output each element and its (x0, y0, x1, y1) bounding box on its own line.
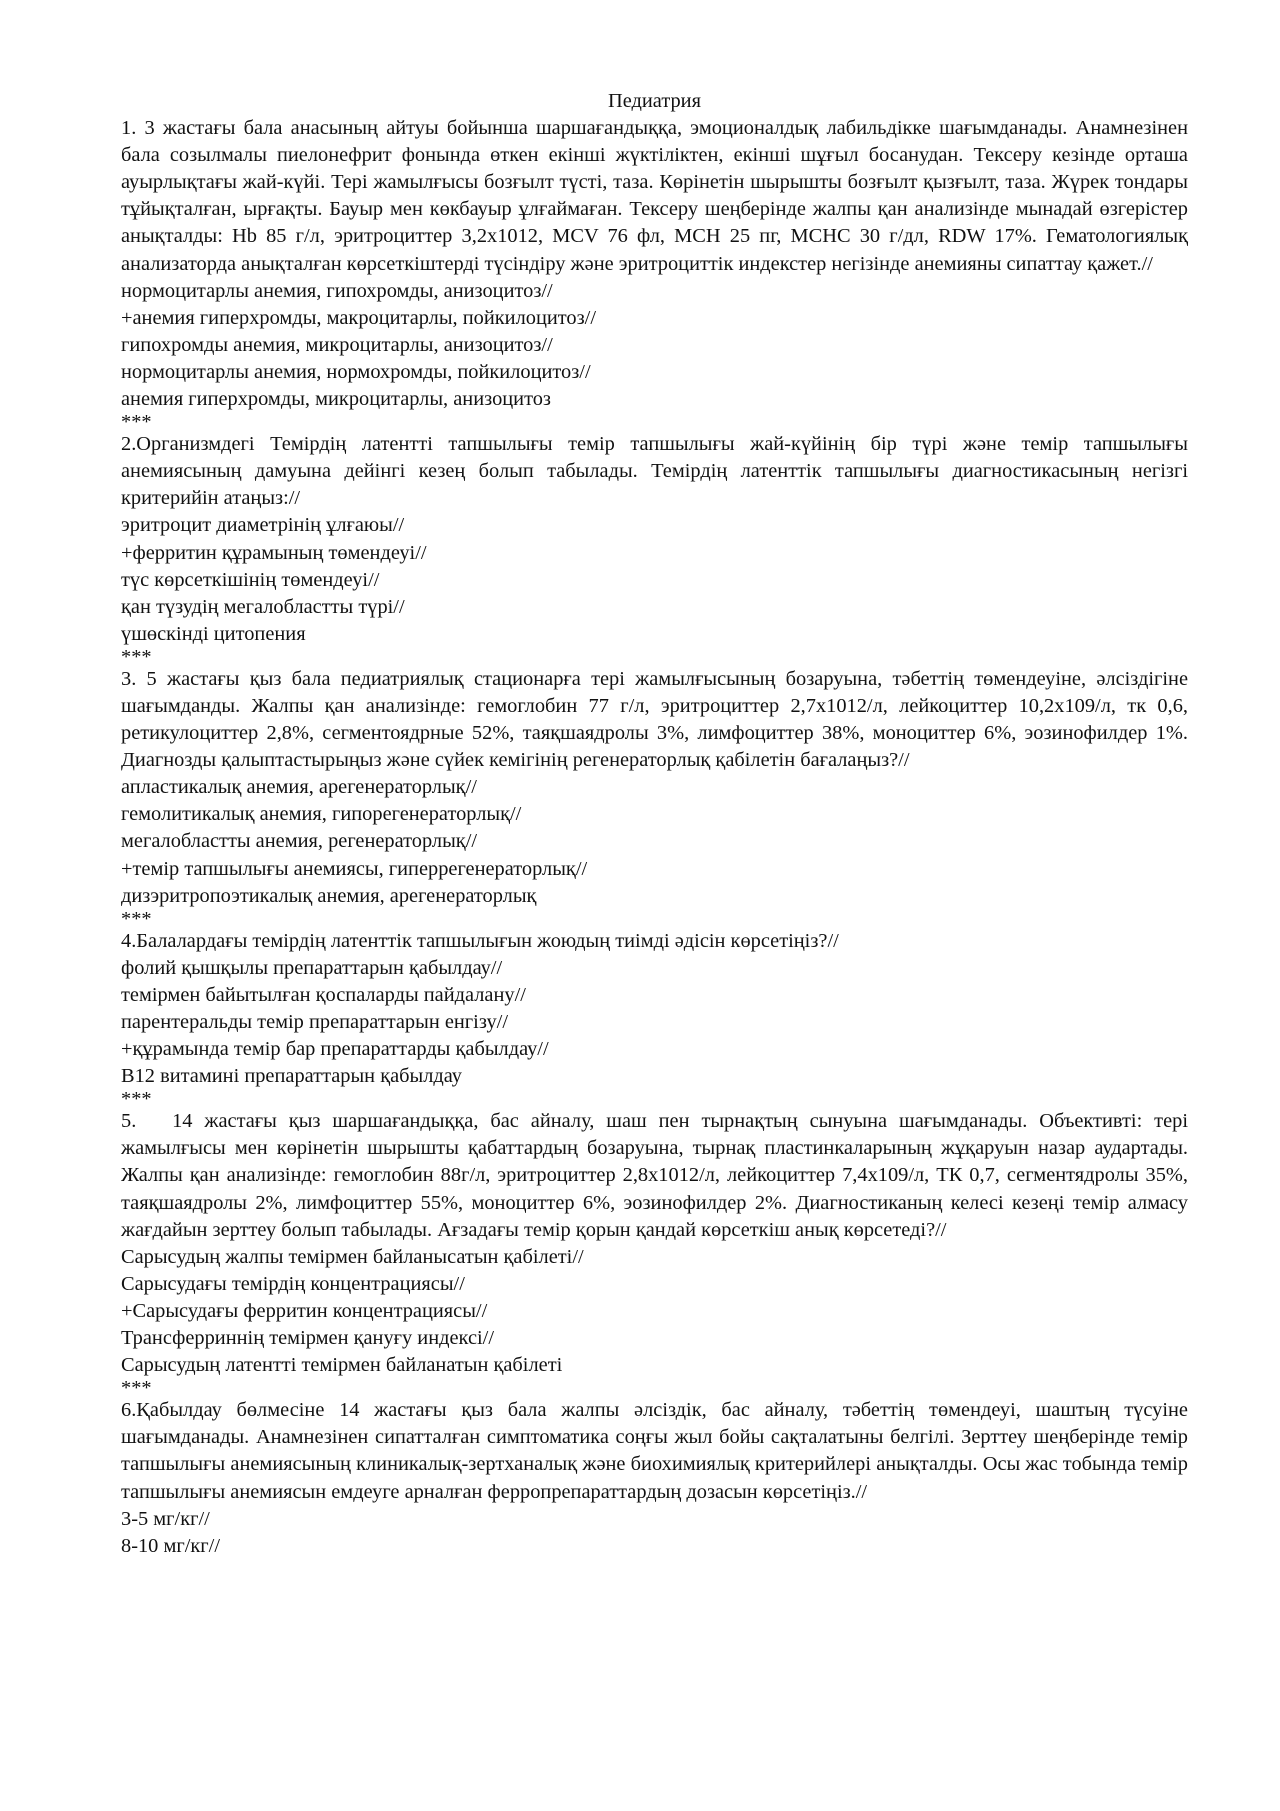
question-block (121, 666, 1188, 928)
answer-option: парентеральды темір препараттарын енгізу// (121, 1011, 508, 1033)
answer-option: +Сарысудағы ферритин концентрациясы// (121, 1299, 488, 1322)
answer-option: нормоцитарлы анемия, гипохромды, анизоцитоз// (121, 279, 553, 302)
answer-option: апластикалық анемия, арегенераторлық// (121, 776, 477, 799)
answer-option: Сарысудың жалпы темірмен байланысатын қабілеті// (121, 1245, 584, 1268)
answer-option: Сарысудың латентті темірмен байланатын қабілеті (121, 1354, 563, 1377)
answer-option: гемолитикалық анемия, гипорегенераторлық// (121, 803, 522, 826)
answer-option: +ферритин құрамының төмендеуі// (121, 541, 427, 564)
question-block (121, 431, 1188, 666)
answer-option: темірмен байытылған қоспаларды пайдалану// (121, 983, 526, 1006)
question-separator: *** (121, 907, 152, 930)
question-separator: *** (121, 645, 152, 668)
answer-option: анемия гиперхромды, микроцитарлы, анизоцитоз (121, 388, 551, 411)
answer-option: нормоцитарлы анемия, нормохромды, пойкилоцитоз// (121, 360, 591, 383)
question-block (121, 928, 1188, 1109)
answer-option: түс көрсеткішінің төмендеуі// (121, 568, 380, 591)
question-text: 1. 3 жастағы бала анасының айтуы бойынша шаршағандыққа, эмоционалдық лабильдікке шағымданады. Анамнезінен бала созылмалы пиелонефрит фонында өткен екінші жүктіліктен, екінші шұғыл босанудан. Тексеру кезінде орташа ауырлықтағы жай-күйі. Тері жамылғысы бозғылт түсті, таза. Көрінетін шырышты бозғылт қызғылт, таза. Жүрек тондары тұйықталған, ырғақты. Бауыр мен көкбауыр ұлғаймаған. Тексеру шеңберінде жалпы қан анализінде мынадай өзгерістер анықталды: Hb 85 г/л, эритроциттер 3,2х1012, MCV 76 фл, MCH 25 пг, MCHC 30 г/дл, RDW 17%. Гематологиялық анализаторда анықталған көрсеткіштерді түсіндіру және эритроциттік индекстер негізінде анемияны сипаттау қажет.// (121, 117, 1188, 275)
answer-option: 8-10 мг/кг// (121, 1534, 221, 1557)
answer-option: эритроцит диаметрінің ұлғаюы// (121, 514, 405, 537)
question-text: 2.Организмдегі Темірдің латентті тапшылығы темір тапшылығы жай-күйінің бір түрі және темір тапшылығы анемиясының дамуына дейінгі кезең болып табылады. Темірдің латенттік тапшылығы диагностикасының негізгі критерийін атаңыз:// (121, 433, 1188, 510)
question-separator: *** (121, 411, 152, 434)
answer-option: дизэритропоэтикалық анемия, арегенераторлық (121, 884, 537, 907)
answer-option: фолий қышқылы препараттарын қабылдау// (121, 956, 503, 979)
answer-option: қан түзудің мегалобластты түрі// (121, 595, 405, 618)
question-text: 4.Балалардағы темірдің латенттік тапшылығын жоюдың тиімді әдісін көрсетіңіз?// (121, 929, 839, 952)
answer-option: Трансферриннің темірмен қануғу индексі// (121, 1327, 494, 1350)
answer-option: мегалобластты анемия, регенераторлық// (121, 830, 478, 853)
question-separator: *** (121, 1377, 152, 1400)
question-text: 3. 5 жастағы қыз бала педиатриялық стационарға тері жамылғысының бозаруына, тәбеттің төмендеуіне, әлсіздігіне шағымданды. Жалпы қан анализінде: гемоглобин 77 г/л, эритроциттер 2,7х1012/л, лейкоциттер 10,2х109/л, тк 0,6, ретикулоциттер 2,8%, сегментоядрные 52%, таяқшаядролы 3%, лимфоциттер 38%, моноциттер 6%, эозинофилдер 1%. Диагнозды қалыптастырыңыз және сүйек кемігінің регенераторлық қабілетін бағалаңыз?// (121, 667, 1188, 772)
answer-option: Сарысудағы темірдің концентрациясы// (121, 1272, 465, 1295)
answer-option: +құрамында темір бар препараттарды қабылдау// (121, 1038, 549, 1061)
question-block (121, 1397, 1188, 1560)
question-block (121, 1108, 1194, 1400)
answer-option: В12 витамині препараттарын қабылдау (121, 1065, 462, 1088)
answer-option: үшөскінді цитопения (121, 622, 306, 645)
page-title: Педиатрия (608, 90, 701, 112)
question-separator: *** (121, 1088, 152, 1111)
answer-option: +темір тапшылығы анемиясы, гиперрегенераторлық// (121, 857, 588, 880)
answer-option: +анемия гиперхромды, макроцитарлы, пойкилоцитоз// (121, 306, 597, 329)
answer-option: гипохромды анемия, микроцитарлы, анизоцитоз// (121, 333, 553, 356)
answer-option: 3-5 мг/кг// (121, 1507, 210, 1530)
question-text: 6.Қабылдау бөлмесіне 14 жастағы қыз бала жалпы әлсіздік, бас айналу, тәбеттің төмендеуі, шаштың түсуіне шағымданады. Анамнезінен сипатталған симптоматика соңғы жыл бойы сақталатыны белгілі. Зерттеу шеңберінде темір тапшылығы анемиясының клиникалық-зертханалық және биохимиялық критерийлері анықталды. Осы жас тобында темір тапшылығы анемиясын емдеуге арналған ферропрепараттардың дозасын көрсетіңіз.// (121, 1399, 1188, 1503)
question-text: 5. 14 жастағы қыз шаршағандыққа, бас айналу, шаш пен тырнақтың сынуына шағымданады. Объективті: тері жамылғысы мен көрінетін шырышты қабаттардың бозаруына, тырнақ пластинкаларының жұқаруын назар аудартады. Жалпы қан анализінде: гемоглобин 88г/л, эритроциттер 2,8х1012/л, лейкоциттер 7,4х109/л, ТК 0,7, сегментядролы 35%, таяқшаядролы 2%, лимфоциттер 55%, моноциттер 6%, эозинофилдер 2%. Диагностиканың келесі кезеңі темір алмасу жағдайын зерттеу болып табылады. Ағзадағы темір қорын қандай көрсеткіш анық көрсетеді?// (121, 1110, 1194, 1241)
question-block (121, 115, 1188, 434)
document-page (121, 88, 1194, 1560)
